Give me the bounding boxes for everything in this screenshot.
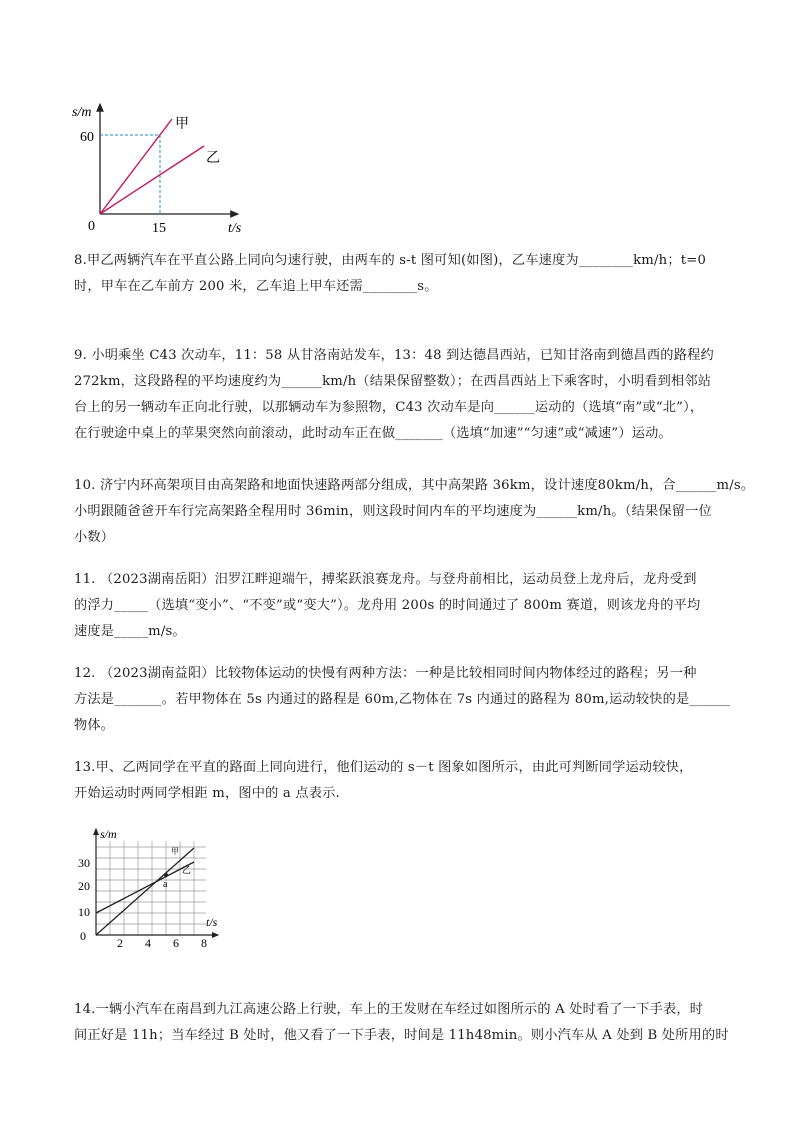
- question-13-line-1: 13.甲、乙两同学在平直的路面上同向进行，他们运动的 s－t 图象如图所示，由此可判断同学运动较快，: [74, 760, 693, 775]
- y-tick-20: 20: [78, 879, 90, 893]
- question-12-line-2: 方法是_______。若甲物体在 5s 内通过的路程是 60m,乙物体在 7s 内通过的路程为 80m,运动较快的是______: [74, 692, 731, 707]
- y-tick-0: 0: [80, 929, 86, 943]
- line-jia-label: 甲: [175, 116, 189, 132]
- question-10-line-2: 小明跟随爸爸开车行完高架路全程用时 36min，则这段时间内车的平均速度为______km/h。（结果保留一位: [74, 504, 712, 519]
- y-tick-10: 10: [78, 905, 90, 919]
- st-graph-figure-q13: [72, 823, 222, 950]
- x-tick-6: 6: [173, 936, 179, 950]
- line-yi: [96, 862, 194, 913]
- x-tick-15: 15: [152, 221, 166, 236]
- line-yi: [100, 146, 204, 214]
- question-14: [74, 997, 754, 1049]
- x-axis-label: t/s: [206, 915, 218, 929]
- st-graph-figure-q8: [66, 100, 286, 240]
- question-9: [74, 343, 754, 447]
- question-14-line-1: 14.一辆小汽车在南昌到九江高速公路上行驶，车上的王发财在车经过如图所示的 A 处时看了一下手表，时: [74, 1002, 704, 1017]
- x-tick-8: 8: [201, 936, 207, 950]
- question-10: [74, 473, 754, 551]
- question-9-line-3: 台上的另一辆动车正向北行驶，以那辆动车为参照物，C43 次动车是向______运动的（选填“南”或“北”），: [74, 400, 704, 415]
- question-9-line-4: 在行驶途中桌上的苹果突然向前滚动，此时动车正在做_______（选填“加速”“匀速”或“减速”）运动。: [74, 426, 672, 441]
- question-11-line-3: 速度是_____m/s。: [74, 624, 186, 639]
- intersection-point-a: [164, 873, 168, 877]
- question-12-line-1: 12. （2023湖南益阳）比较物体运动的快慢有两种方法：一种是比较相同时间内物体经过的路程；另一种: [74, 666, 697, 681]
- x-tick-4: 4: [145, 936, 151, 950]
- line-jia-label: 甲: [171, 847, 179, 856]
- x-tick-2: 2: [117, 936, 123, 950]
- y-axis-label: s/m: [72, 105, 92, 120]
- y-axis-label: s/m: [100, 827, 117, 841]
- y-tick-60: 60: [80, 130, 94, 145]
- question-13-line-2: 开始运动时两同学相距 m，图中的 a 点表示.: [74, 786, 340, 801]
- question-10-line-1: 10. 济宁内环高架项目由高架路和地面快速路两部分组成，其中高架路 36km，设计速度80km/h，合______m/s。: [74, 478, 755, 493]
- line-yi-label: 乙: [206, 150, 220, 166]
- question-8: [74, 248, 754, 300]
- y-tick-30: 30: [78, 856, 90, 870]
- question-13: [74, 755, 754, 807]
- x-axis-label: t/s: [228, 221, 242, 236]
- origin-label: 0: [88, 219, 95, 234]
- point-a-label: a: [163, 879, 168, 890]
- question-8-line-1: 8.甲乙两辆汽车在平直公路上同向匀速行驶，由两车的 s-t 图可知(如图)，乙车速度为________km/h；t=0: [74, 253, 707, 268]
- question-11: [74, 567, 754, 645]
- line-jia: [96, 848, 194, 935]
- question-12: [74, 661, 754, 739]
- line-yi-label: 乙: [182, 866, 192, 876]
- line-jia: [100, 119, 172, 214]
- question-11-line-1: 11. （2023湖南岳阳）汨罗江畔迎端午，搏桨跃浪赛龙舟。与登舟前相比，运动员登上龙舟后，龙舟受到: [74, 572, 697, 587]
- question-10-line-3: 小数）: [74, 530, 115, 545]
- question-11-line-2: 的浮力_____（选填“变小”、“不变”或“变大”）。龙舟用 200s 的时间通过了 800m 赛道，则该龙舟的平均: [74, 598, 701, 613]
- question-8-line-2: 时，甲车在乙车前方 200 米，乙车追上甲车还需________s。: [74, 279, 438, 294]
- question-12-line-3: 物体。: [74, 718, 115, 733]
- question-9-line-2: 272km，这段路程的平均速度约为______km/h（结果保留整数）；在西昌西站上下乘客时，小明看到相邻站: [74, 374, 712, 389]
- question-14-line-2: 间正好是 11h；当车经过 B 处时，他又看了一下手表，时间是 11h48min。则小汽车从 A 处到 B 处所用的时: [74, 1028, 729, 1043]
- question-9-line-1: 9. 小明乘坐 C43 次动车，11：58 从甘洛南站发车，13：48 到达德昌西站，已知甘洛南到德昌西的路程约: [74, 348, 714, 363]
